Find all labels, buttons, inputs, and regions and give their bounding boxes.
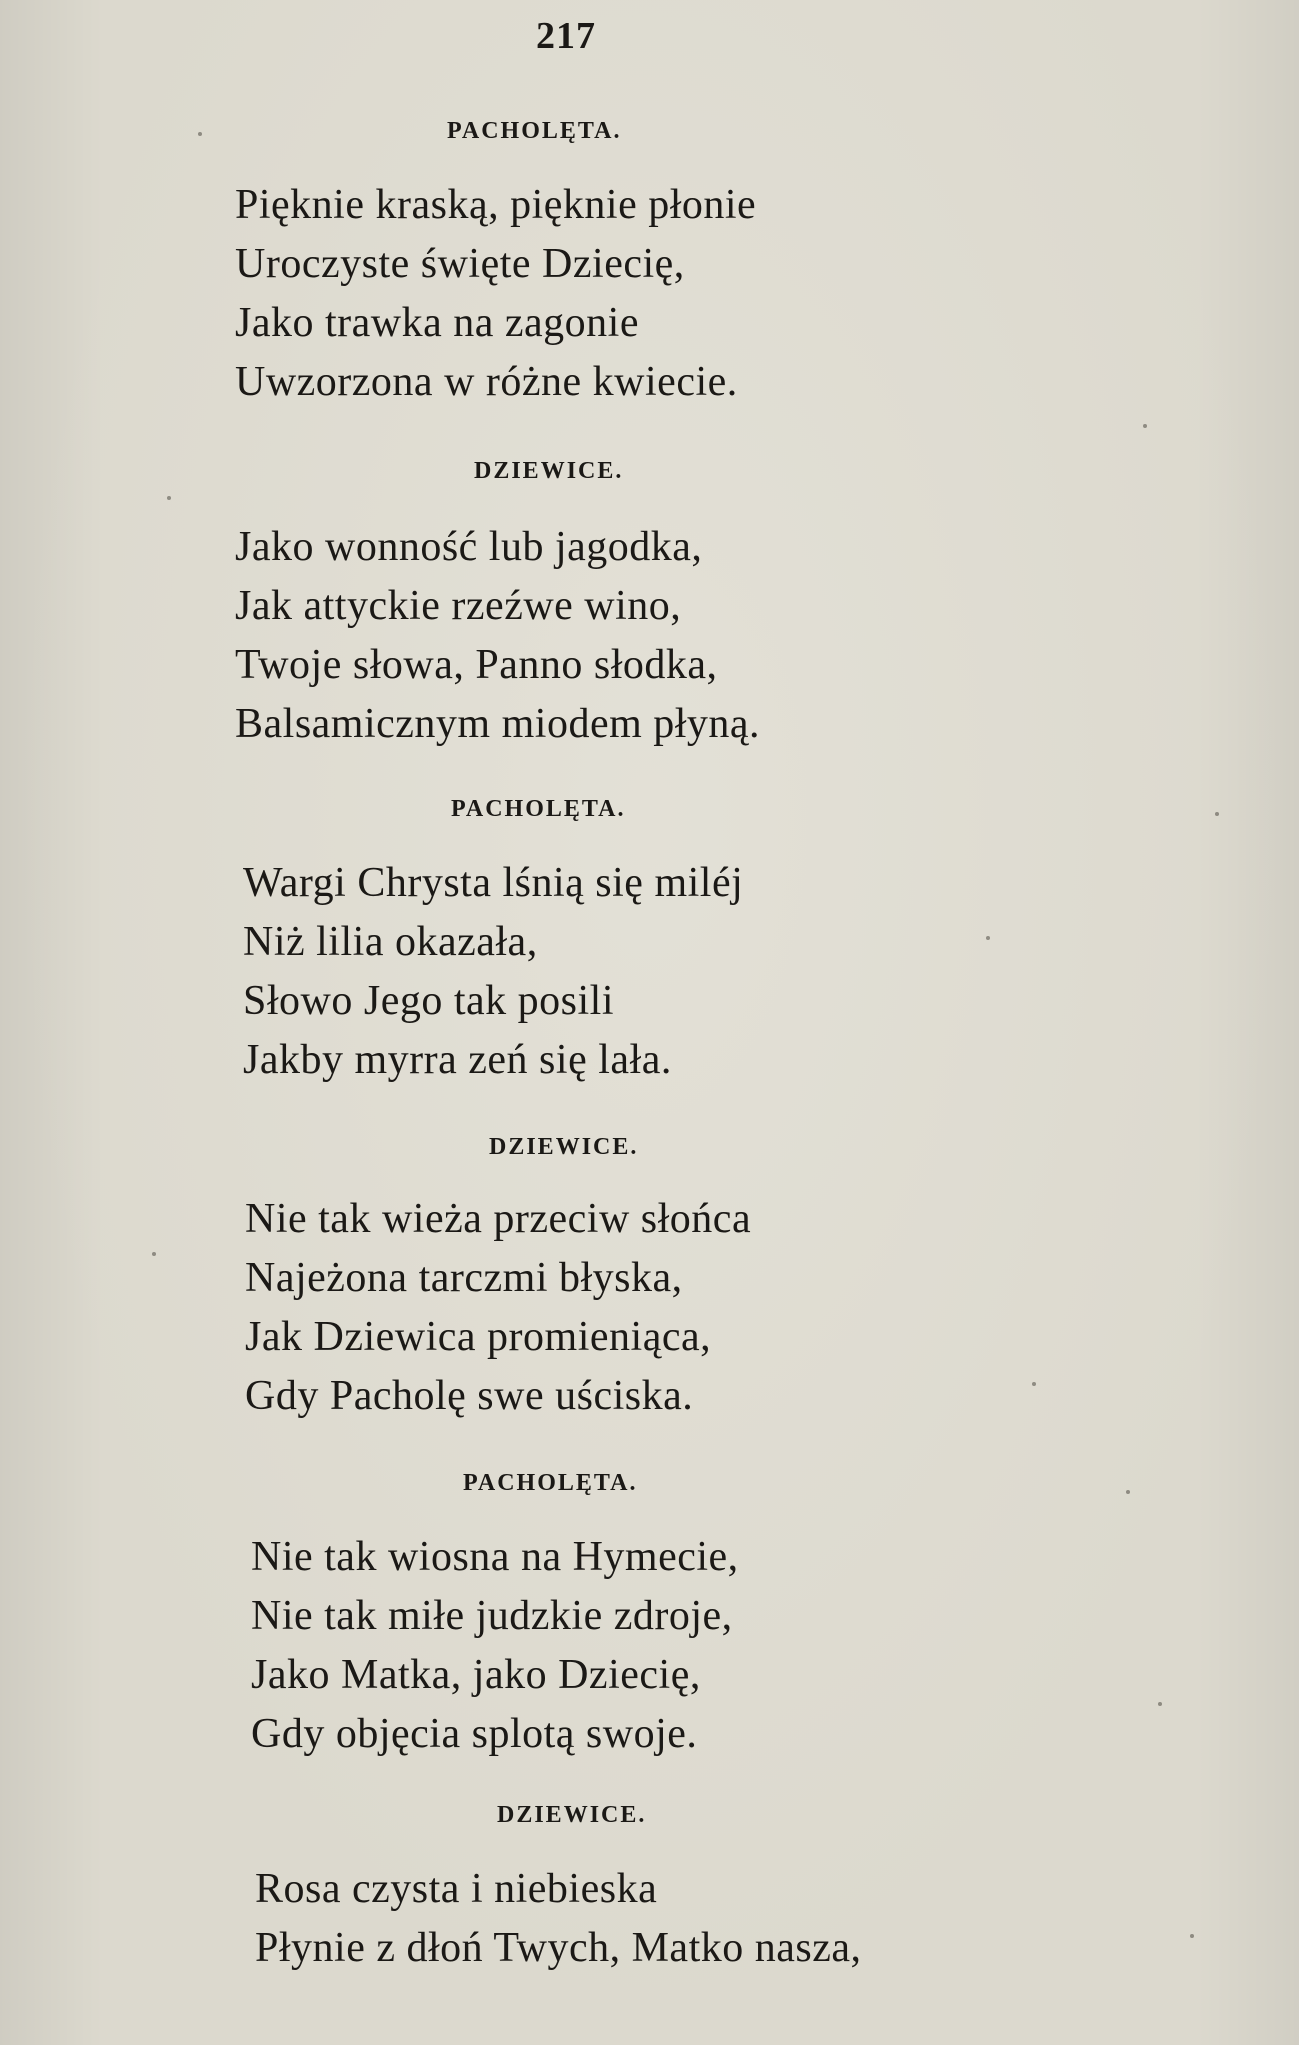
page-number: 217 — [536, 15, 596, 57]
paper-speck — [1215, 812, 1219, 816]
speaker-heading-pacholeta: PACHOLĘTA. — [463, 1470, 638, 1496]
verse-line: Wargi Chrysta lśnią się miléj — [243, 860, 744, 906]
verse-line: Jako Matka, jako Dziecię, — [251, 1652, 701, 1698]
speaker-heading-pacholeta: PACHOLĘTA. — [447, 118, 622, 144]
verse-line: Niż lilia okazała, — [243, 919, 538, 965]
stanza-3 — [243, 854, 743, 1090]
verse-line: Uwzorzona w różne kwiecie. — [235, 359, 738, 405]
paper-speck — [1126, 1490, 1130, 1494]
verse-line: Płynie z dłoń Twych, Matko nasza, — [255, 1925, 862, 1971]
paper-speck — [1143, 424, 1147, 428]
stanza-1 — [235, 176, 756, 412]
speaker-heading-dziewice: DZIEWICE. — [497, 1802, 647, 1828]
paper-speck — [198, 132, 202, 136]
paper-speck — [152, 1252, 156, 1256]
stanza-2 — [235, 518, 760, 754]
paper-speck — [167, 496, 171, 500]
speaker-heading-dziewice: DZIEWICE. — [489, 1134, 639, 1160]
verse-line: Nie tak wieża przeciw słońca — [245, 1196, 752, 1242]
verse-line: Nie tak miłe judzkie zdroje, — [251, 1593, 733, 1639]
paper-speck — [1190, 1934, 1194, 1938]
verse-line: Jako wonność lub jagodka, — [235, 524, 703, 570]
speaker-heading-dziewice: DZIEWICE. — [474, 458, 624, 484]
paper-speck — [1032, 1382, 1036, 1386]
paper-speck — [1158, 1702, 1162, 1706]
verse-line: Jako trawka na zagonie — [235, 300, 639, 346]
paper-speck — [986, 936, 990, 940]
stanza-6 — [255, 1860, 862, 1978]
verse-line: Gdy Pacholę swe uściska. — [245, 1373, 694, 1419]
verse-line: Uroczyste święte Dziecię, — [235, 241, 685, 287]
verse-line: Rosa czysta i niebieska — [255, 1866, 658, 1912]
speaker-heading-pacholeta: PACHOLĘTA. — [451, 796, 626, 822]
verse-line: Jakby myrra zeń się lała. — [243, 1037, 672, 1083]
verse-line: Pięknie kraską, pięknie płonie — [235, 182, 757, 228]
stanza-4 — [245, 1190, 751, 1426]
verse-line: Jak Dziewica promieniąca, — [245, 1314, 712, 1360]
verse-line: Najeżona tarczmi błyska, — [245, 1255, 683, 1301]
verse-line: Nie tak wiosna na Hymecie, — [251, 1534, 739, 1580]
stanza-5 — [251, 1528, 739, 1764]
verse-line: Gdy objęcia splotą swoje. — [251, 1711, 698, 1757]
verse-line: Jak attyckie rzeźwe wino, — [235, 583, 682, 629]
verse-line: Twoje słowa, Panno słodka, — [235, 642, 718, 688]
verse-line: Balsamicznym miodem płyną. — [235, 701, 761, 747]
verse-line: Słowo Jego tak posili — [243, 978, 615, 1024]
